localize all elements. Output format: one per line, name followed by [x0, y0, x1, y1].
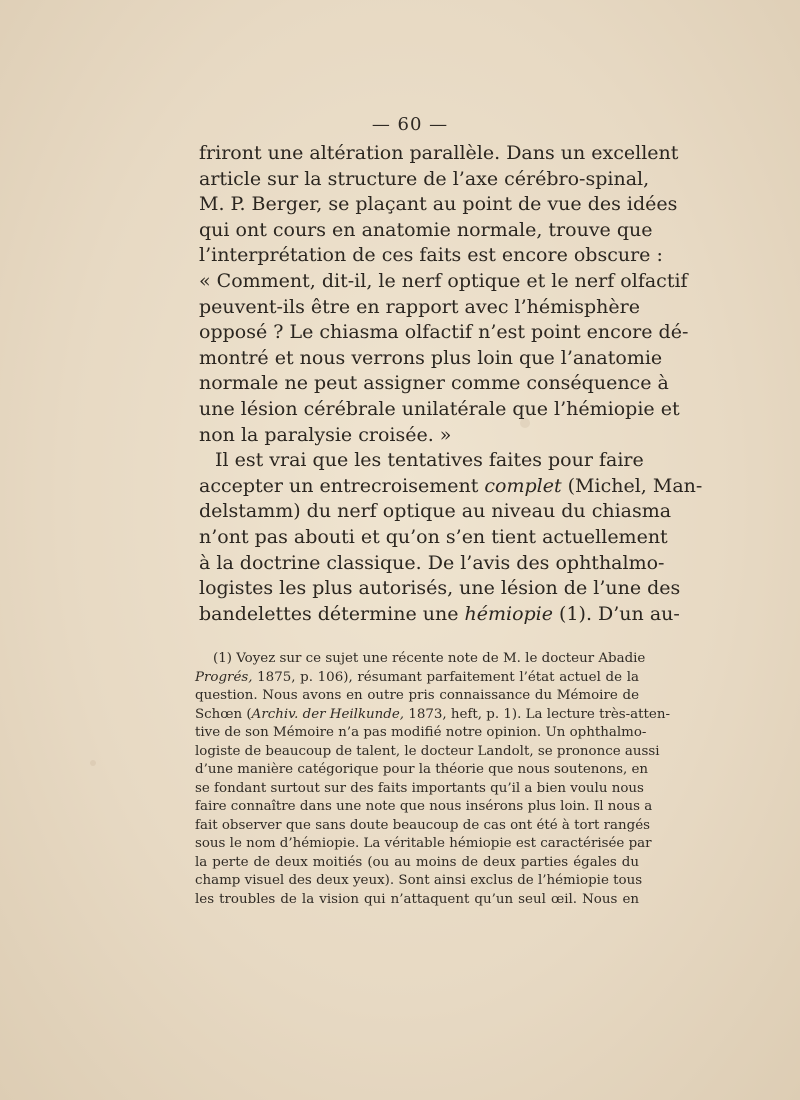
paper-stain [90, 760, 96, 766]
footnote-line: fait observer que sans doute beaucoup de cas ont été à tort rangés [195, 817, 651, 833]
footnote-line: tive de son Mémoire n’a pas modifié notre opinion. Un ophthalmo- [195, 725, 647, 740]
text-span: 1873, heft, p. 1). La lecture très-atten- [404, 706, 670, 722]
italic-word: Archiv. der Heilkunde, [251, 706, 405, 722]
footnote-line: champ visuel des deux yeux). Sont ainsi exclus de l’hémiopie tous [195, 873, 643, 888]
footnote [195, 650, 670, 909]
text-line: qui ont cours en anatomie normale, trouve que [199, 218, 653, 241]
text-line: non la paralysie croisée. » [199, 423, 452, 446]
main-text [199, 141, 703, 627]
text-line: « Comment, dit-il, le nerf optique et le nerf olfactif [199, 269, 688, 292]
text-line [199, 602, 680, 628]
footnote-line: logiste de beaucoup de talent, le docteur Landolt, se prononce aussi [195, 743, 660, 759]
text-span: (Michel, Man- [561, 474, 703, 497]
text-line: l’interprétation de ces faits est encore obscure : [199, 244, 663, 267]
text-line: à la doctrine classique. De l’avis des ophthalmo- [199, 551, 665, 574]
text-line: une lésion cérébrale unilatérale que l’hémiopie et [199, 397, 680, 420]
text-line: delstamm) du nerf optique au niveau du chiasma [199, 500, 672, 523]
text-line: Il est vrai que les tentatives faites pour faire [215, 449, 644, 472]
text-line: friront une altération parallèle. Dans un excellent [199, 142, 679, 164]
text-line: M. P. Berger, se plaçant au point de vue des idées [199, 193, 678, 216]
footnote-line: les troubles de la vision qui n’attaquent qu’un seul œil. Nous en [195, 891, 639, 907]
text-line [199, 474, 703, 500]
text-span: Schœn ( [195, 706, 252, 722]
italic-word: hémiopie [464, 602, 553, 625]
footnote-line: question. Nous avons en outre pris connaissance du Mémoire de [195, 688, 639, 703]
text-line: article sur la structure de l’axe cérébro-spinal, [199, 167, 650, 190]
page-number: — 60 — [371, 114, 449, 135]
italic-word: Progrés, [195, 669, 253, 685]
text-line: peuvent-ils être en rapport avec l’hémisphère [199, 295, 640, 318]
footnote-line: la perte de deux moitiés (ou au moins de deux parties égales du [195, 854, 639, 870]
text-span: (1). D’un au- [553, 602, 680, 625]
footnote-line: d’une manière catégorique pour la théorie que nous soutenons, en [195, 762, 649, 777]
text-line: logistes les plus autorisés, une lésion de l’une des [199, 577, 681, 600]
italic-word: complet [484, 474, 562, 497]
footnote-line: sous le nom d’hémiopie. La véritable hémiopie est caractérisée par [195, 836, 652, 851]
text-span: accepter un entrecroisement [199, 474, 485, 497]
footnote-line: (1) Voyez sur ce sujet une récente note de M. le docteur Abadie [213, 651, 646, 666]
footnote-line: faire connaître dans une note que nous insérons plus loin. Il nous a [195, 799, 653, 814]
text-span: bandelettes détermine une [199, 602, 465, 625]
footnote-line: se fondant surtout sur des faits importants qu’il a bien voulu nous [195, 780, 644, 796]
text-span: 1875, p. 106), résumant parfaitement l’état actuel de la [252, 669, 639, 685]
footnote-line [195, 669, 639, 688]
text-line: opposé ? Le chiasma olfactif n’est point encore dé- [199, 321, 689, 344]
text-line: n’ont pas abouti et qu’on s’en tient actuellement [199, 525, 668, 548]
text-line: montré et nous verrons plus loin que l’anatomie [199, 346, 663, 369]
footnote-line [195, 706, 670, 725]
text-line: normale ne peut assigner comme conséquence à [199, 372, 669, 395]
